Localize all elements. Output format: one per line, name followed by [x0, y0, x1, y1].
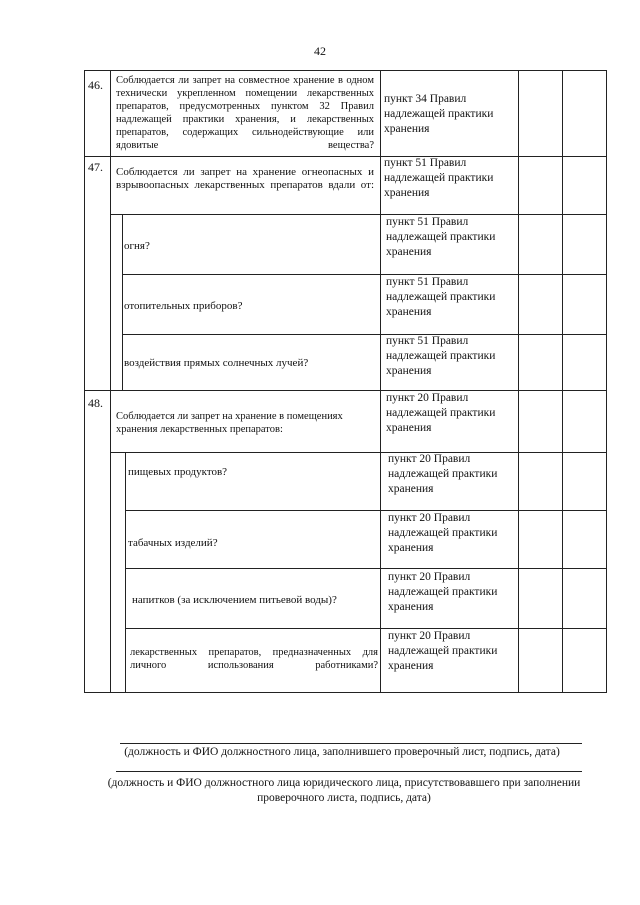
row-number: 48. — [88, 396, 103, 410]
legal-reference: пункт 20 Правил надлежащей практики хранения — [388, 512, 498, 554]
question-text: Соблюдается ли запрет на хранение в помещениях хранения лекарственных препаратов: — [116, 411, 343, 435]
legal-reference: пункт 20 Правил надлежащей практики хранения — [388, 630, 498, 672]
subitem-question: пищевых продуктов? — [128, 466, 228, 478]
subitem-question: табачных изделий? — [128, 537, 218, 549]
legal-reference: пункт 51 Правил надлежащей практики хранения — [384, 157, 494, 199]
legal-reference: пункт 20 Правил надлежащей практики хранения — [388, 453, 498, 495]
subitem-question: воздействия прямых солнечных лучей? — [124, 357, 309, 369]
subitem-question: лекарственных препаратов, предназначенных для личного использования работниками? — [130, 647, 378, 671]
legal-reference: пункт 51 Правил надлежащей практики хранения — [386, 216, 496, 258]
subitem-question: напитков (за исключением питьевой воды)? — [132, 594, 337, 606]
subitem-question: огня? — [124, 240, 150, 252]
legal-reference: пункт 51 Правил надлежащей практики хранения — [386, 335, 496, 377]
row-number: 46. — [88, 78, 103, 92]
page-number: 42 — [314, 44, 326, 58]
row-number: 47. — [88, 160, 103, 174]
legal-reference: пункт 51 Правил надлежащей практики хранения — [386, 276, 496, 318]
question-text: Соблюдается ли запрет на совместное хранение в одном технически укрепленном помещении лекарственных препаратов, предусмотренных пунктом 32 Правил надлежащей практики хранения, и лекарственных препаратов, содержащих сильнодействующие или ядовитые вещества? — [116, 75, 374, 151]
question-text: Соблюдается ли запрет на хранение огнеопасных и взрывоопасных лекарственных препаратов вдали от: — [116, 166, 374, 191]
signature-line-inspector — [120, 743, 582, 744]
signature-caption-inspector: (должность и ФИО должностного лица, заполнившего проверочный лист, подпись, дата) — [124, 746, 560, 758]
subitem-question: отопительных приборов? — [124, 300, 243, 312]
legal-reference: пункт 20 Правил надлежащей практики хранения — [388, 571, 498, 613]
signature-line-representative — [116, 771, 582, 772]
legal-reference: пункт 20 Правил надлежащей практики хранения — [386, 392, 496, 434]
signature-caption-representative: (должность и ФИО должностного лица юридического лица, присутствовавшего при заполнении проверочного листа, подпись, дата) — [107, 777, 581, 804]
legal-reference: пункт 34 Правил надлежащей практики хранения — [384, 93, 494, 135]
